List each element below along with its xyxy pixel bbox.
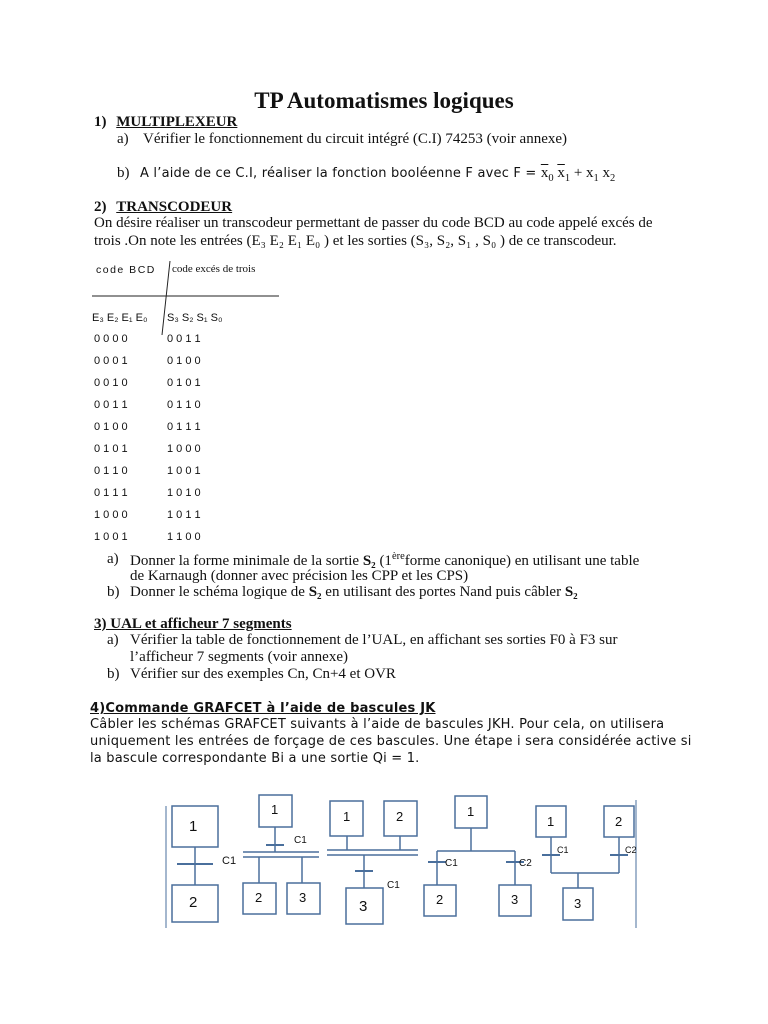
- s2-item-b: Donner le schéma logique de S₂ en utilisant des portes Nand puis câbler S₂: [130, 584, 578, 600]
- step-label: 1: [343, 809, 351, 824]
- s4-paragraph-line-3: la bascule correspondante Bi a une sortie Qi = 1.: [90, 751, 420, 766]
- s3-item-a-line-1: Vérifier la table de fonctionnement de l’UAL, en affichant ses sorties F0 à F3 sur: [130, 632, 618, 648]
- table-row: 0 1 0 1 1 0 0 0: [94, 443, 201, 455]
- table-row: 1 0 0 0 1 0 1 1: [94, 509, 201, 521]
- table-in-cols: E₃ E₂ E₁ E₀: [92, 312, 148, 324]
- step-label: 1: [189, 818, 198, 835]
- table-row: 0 1 0 0 0 1 1 1: [94, 421, 201, 433]
- table-row: 0 0 1 0 0 1 0 1: [94, 377, 201, 389]
- section-number: 2): [94, 199, 107, 215]
- section-4-heading: 4)Commande GRAFCET à l’aide de bascules JK: [90, 701, 436, 716]
- table-row: 0 0 0 1 0 1 0 0: [94, 355, 201, 367]
- s2-item-a-line-1: Donner la forme minimale de la sortie S₂ (1èreforme canonique) en utilisant une table: [130, 551, 640, 569]
- s2-intro-line-1: On désire réaliser un transcodeur permettant de passer du code BCD au code appelé excés de: [94, 215, 653, 231]
- step-label: 2: [615, 814, 623, 829]
- step-label: 2: [436, 892, 444, 907]
- step-label: 3: [359, 898, 368, 915]
- step-label: 3: [299, 890, 307, 905]
- section-3-heading: 3) UAL et afficheur 7 segments: [94, 616, 292, 632]
- s1-item-b-text: A l’aide de ce C.I, réaliser la fonction booléenne F avec F =: [140, 166, 541, 181]
- s1-item-b-mark: b): [117, 165, 130, 181]
- table-left-header: code BCD: [96, 264, 156, 276]
- s1-item-a-mark: a): [117, 131, 129, 147]
- table-row: 0 1 1 0 1 0 0 1: [94, 465, 201, 477]
- s2-item-b-mark: b): [107, 584, 120, 600]
- transition-label: C1: [222, 855, 237, 867]
- s3-item-a-mark: a): [107, 632, 119, 648]
- table-out-cols: S₃ S₂ S₁ S₀: [167, 312, 223, 324]
- step-label: 2: [396, 809, 404, 824]
- transition-label: C1: [445, 858, 458, 869]
- s3-item-b: Vérifier sur des exemples Cn, Cn+4 et OVR: [130, 666, 396, 682]
- s4-paragraph-line-1: Câbler les schémas GRAFCET suivants à l’aide de bascules JKH. Pour cela, on utilisera: [90, 717, 665, 732]
- transition-label: C1: [294, 835, 307, 846]
- section-title: MULTIPLEXEUR: [116, 114, 238, 130]
- step-label: 3: [511, 892, 519, 907]
- s3-item-b-mark: b): [107, 666, 120, 682]
- table-row: 1 0 0 1 1 1 0 0: [94, 531, 201, 543]
- step-label: 1: [547, 814, 555, 829]
- transition-label: C1: [387, 880, 400, 891]
- transition-label: C2: [519, 858, 532, 869]
- table-row: 0 0 0 0 0 0 1 1: [94, 333, 201, 345]
- table-row: 0 0 1 1 0 1 1 0: [94, 399, 201, 411]
- step-label: 2: [255, 890, 263, 905]
- s2-intro-line-2: trois .On note les entrées (E₃ E₂ E₁ E₀ ) et les sorties (S₃, S₂, S₁ , S₀ ) de ce transcodeur.: [94, 233, 617, 249]
- table-row: 0 1 1 1 1 0 1 0: [94, 487, 201, 499]
- step-label: 3: [574, 896, 582, 911]
- step-label: 1: [467, 804, 475, 819]
- s1-item-a: Vérifier le fonctionnement du circuit intégré (C.I) 74253 (voir annexe): [143, 131, 568, 147]
- step-label: 1: [271, 802, 279, 817]
- table-right-header: code excés de trois: [172, 263, 256, 275]
- section-number: 1): [94, 114, 107, 130]
- transition-label: C1: [557, 845, 569, 855]
- step-label: 2: [189, 894, 198, 911]
- boolean-formula: $\overline{x}_0$ $\overline{x}_1 + x_1$ $x_2$: [540, 165, 616, 184]
- section-title: TRANSCODEUR: [116, 199, 233, 215]
- s2-item-a-mark: a): [107, 551, 119, 567]
- page-title: TP Automatismes logiques: [254, 88, 514, 113]
- s4-paragraph-line-2: uniquement les entrées de forçage de ces bascules. Une étape i sera considérée active si: [90, 734, 692, 749]
- s3-item-a-line-2: l’afficheur 7 segments (voir annexe): [130, 649, 348, 665]
- transition-label: C2: [625, 845, 637, 855]
- grafcet-3: [327, 801, 418, 924]
- s2-item-a-line-2: de Karnaugh (donner avec précision les CPP et les CPS): [130, 568, 469, 584]
